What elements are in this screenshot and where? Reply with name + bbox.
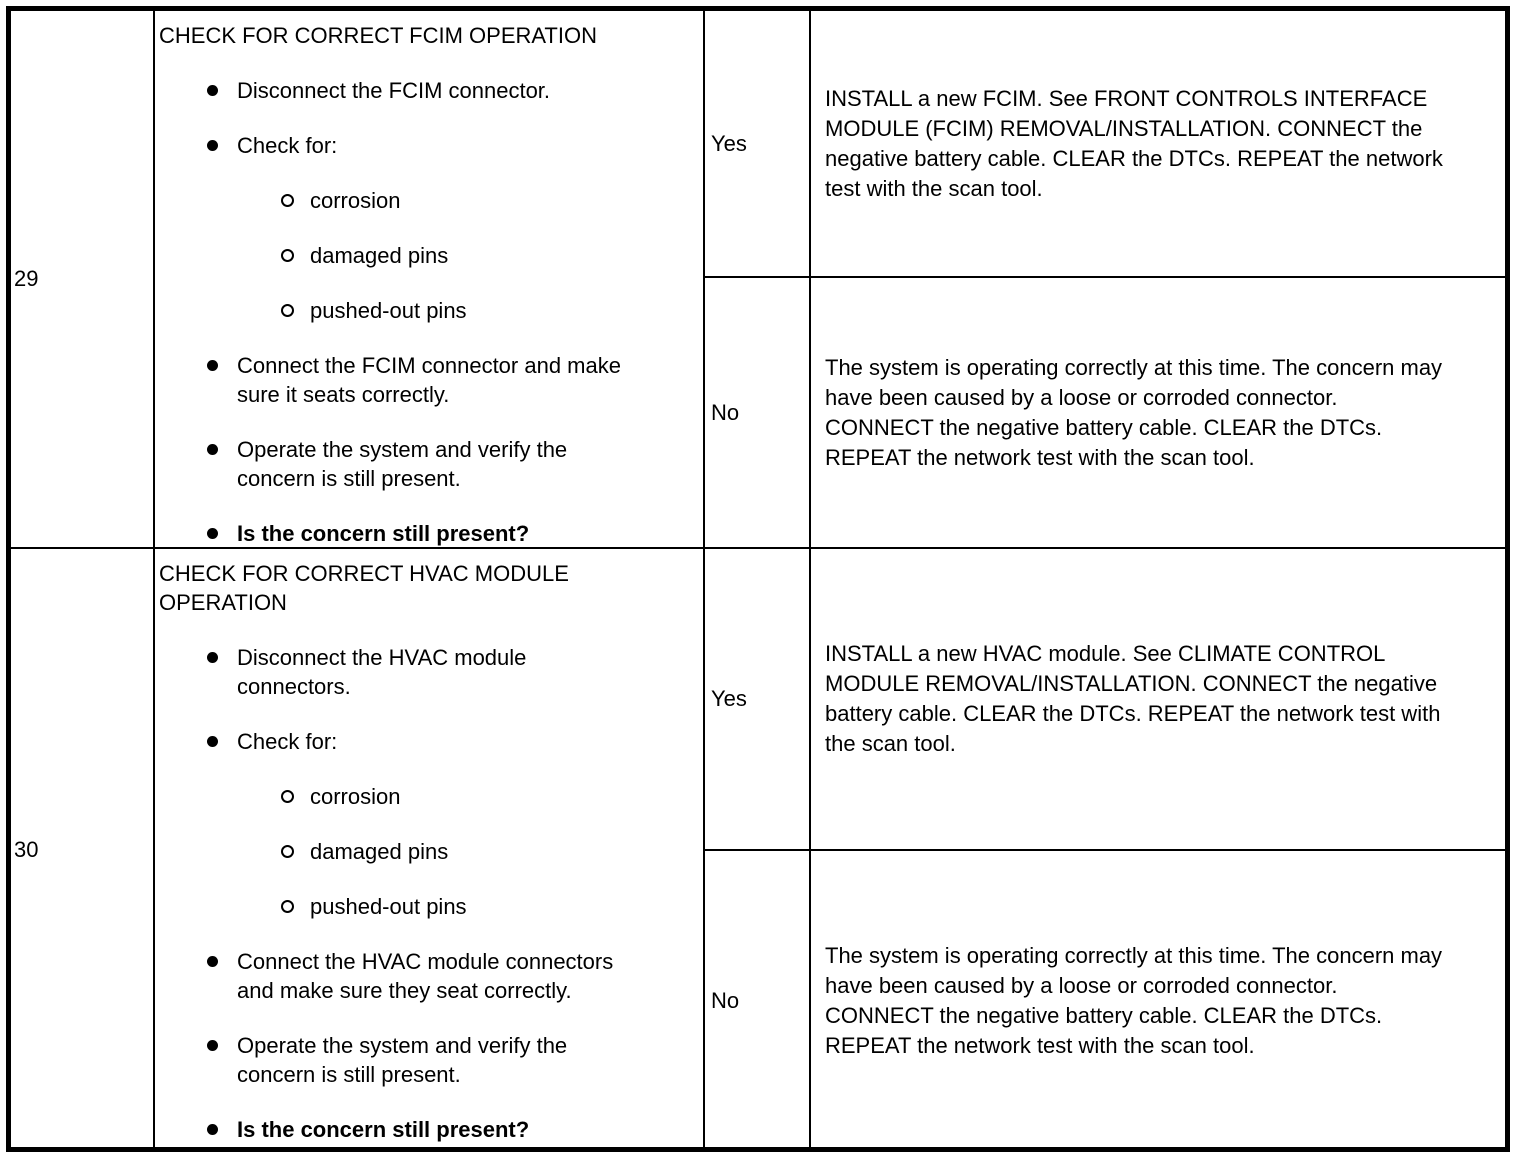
bullet-list — [159, 643, 699, 1144]
filled-bullet-icon — [207, 360, 218, 371]
sub-bullet-item — [159, 837, 699, 866]
bullet-item-question — [159, 1115, 699, 1144]
step-row-30 — [11, 547, 1505, 1150]
bullet-text: Operate the system and verify the concern is still present. — [237, 1033, 568, 1087]
action-text: INSTALL a new HVAC module. See CLIMATE CONTROL MODULE REMOVAL/INSTALLATION. CONNECT the negative battery cable. CLEAR the DTCs. REPEAT the network test with the scan tool. — [825, 641, 1441, 756]
step-number: 30 — [14, 836, 39, 862]
result-row-yes — [705, 549, 1505, 849]
hollow-bullet-icon — [281, 304, 294, 317]
filled-bullet-icon — [207, 444, 218, 455]
action-text: The system is operating correctly at this time. The concern may have been caused by a loose or corroded connector. CONNECT the negative battery cable. CLEAR the DTCs. REPEAT the network test with the scan tool. — [825, 942, 1443, 1058]
bullet-text: Operate the system and verify the concern is still present. — [237, 437, 568, 491]
answer-cell — [705, 851, 809, 1150]
procedure-title: CHECK FOR CORRECT FCIM OPERATION — [159, 23, 597, 48]
bullet-item — [159, 1031, 699, 1089]
step-number: 29 — [14, 266, 39, 291]
bullet-text: damaged pins — [310, 839, 449, 864]
answer-label: No — [711, 987, 740, 1013]
answer-cell — [705, 11, 809, 276]
filled-bullet-icon — [207, 85, 218, 96]
filled-bullet-icon — [207, 1124, 218, 1135]
diagnostic-steps-table — [6, 6, 1510, 1152]
sub-bullet-item — [159, 782, 699, 811]
filled-bullet-icon — [207, 1040, 218, 1051]
procedure-cell — [153, 11, 703, 547]
filled-bullet-icon — [207, 736, 218, 747]
bullet-item — [159, 727, 699, 756]
bullet-text: Is the concern still present? — [237, 1117, 530, 1142]
bullet-text: Connect the HVAC module connectors and make sure they seat correctly. — [237, 949, 614, 1003]
result-row-no — [705, 849, 1505, 1150]
answer-cell — [705, 278, 809, 547]
bullet-text: corrosion — [310, 784, 401, 809]
answer-cell — [705, 549, 809, 849]
bullet-text: Check for: — [237, 133, 338, 158]
bullet-item — [159, 435, 699, 493]
hollow-bullet-icon — [281, 900, 294, 913]
bullet-item — [159, 643, 699, 701]
action-text: INSTALL a new FCIM. See FRONT CONTROLS INTERFACE MODULE (FCIM) REMOVAL/INSTALLATION. CONNECT the negative battery cable. CLEAR the DTCs. REPEAT the network test with the scan tool. — [825, 85, 1443, 201]
results-cell — [703, 549, 1505, 1150]
bullet-item-question — [159, 519, 699, 548]
sub-bullet-item — [159, 296, 699, 325]
hollow-bullet-icon — [281, 790, 294, 803]
action-cell — [809, 11, 1505, 276]
action-cell — [809, 278, 1505, 547]
bullet-item — [159, 76, 699, 105]
sub-bullet-item — [159, 892, 699, 921]
hollow-bullet-icon — [281, 249, 294, 262]
filled-bullet-icon — [207, 652, 218, 663]
results-cell — [703, 11, 1505, 547]
step-number-cell — [11, 549, 153, 1150]
bullet-item — [159, 351, 699, 409]
bullet-item — [159, 947, 699, 1005]
answer-label: Yes — [711, 686, 747, 711]
result-row-yes — [705, 11, 1505, 276]
bullet-text: Connect the FCIM connector and make sure it seats correctly. — [237, 353, 621, 407]
procedure-title: CHECK FOR CORRECT HVAC MODULE OPERATION — [159, 561, 569, 615]
filled-bullet-icon — [207, 140, 218, 151]
bullet-list — [159, 76, 699, 548]
hollow-bullet-icon — [281, 845, 294, 858]
bullet-text: Check for: — [237, 729, 338, 754]
hollow-bullet-icon — [281, 194, 294, 207]
action-cell — [809, 549, 1505, 849]
filled-bullet-icon — [207, 956, 218, 967]
bullet-text: pushed-out pins — [310, 298, 467, 323]
bullet-text: pushed-out pins — [310, 894, 467, 919]
bullet-text: Disconnect the HVAC module connectors. — [237, 645, 527, 699]
sub-bullet-item — [159, 241, 699, 270]
sub-bullet-item — [159, 186, 699, 215]
filled-bullet-icon — [207, 528, 218, 539]
step-row-29 — [11, 11, 1505, 547]
action-text: The system is operating correctly at this time. The concern may have been caused by a loose or corroded connector. CONNECT the negative battery cable. CLEAR the DTCs. REPEAT the network test with the scan tool. — [825, 354, 1443, 470]
answer-label: No — [711, 399, 740, 425]
bullet-text: Is the concern still present? — [237, 521, 530, 546]
bullet-text: Disconnect the FCIM connector. — [237, 78, 551, 103]
action-cell — [809, 851, 1505, 1150]
answer-label: Yes — [711, 130, 747, 156]
bullet-item — [159, 131, 699, 160]
result-row-no — [705, 276, 1505, 547]
bullet-text: damaged pins — [310, 243, 449, 268]
bullet-text: corrosion — [310, 188, 401, 213]
step-number-cell — [11, 11, 153, 547]
procedure-cell — [153, 549, 703, 1150]
